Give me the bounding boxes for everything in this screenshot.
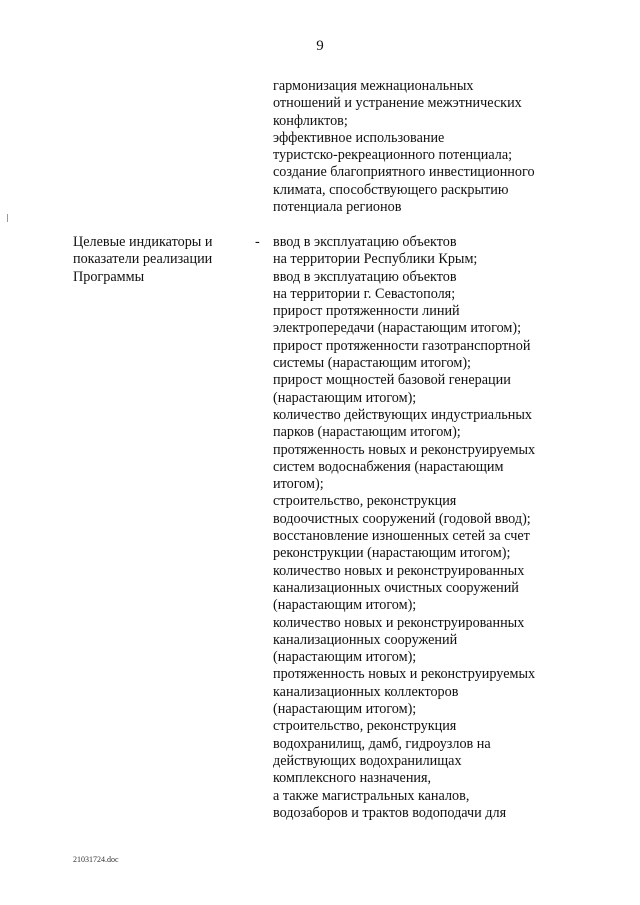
continuation-line: потенциала регионов <box>273 199 402 216</box>
indicator-line: парков (нарастающим итогом); <box>273 424 461 441</box>
indicator-line: (нарастающим итогом); <box>273 701 417 718</box>
section-dash: - <box>255 234 260 250</box>
margin-mark <box>7 214 8 222</box>
continuation-line: туристско-рекреационного потенциала; <box>273 147 513 164</box>
indicator-line: протяженность новых и реконструируемых <box>273 441 536 458</box>
indicator-line: протяженность новых и реконструируемых <box>273 666 536 683</box>
indicator-line: а также магистральных каналов, <box>273 787 470 804</box>
indicator-line: прирост протяженности линий <box>273 303 460 320</box>
indicator-line: действующих водохранилищах <box>273 752 462 769</box>
indicator-line: комплексного назначения, <box>273 770 432 787</box>
continuation-line: отношений и устранение межэтнических <box>273 95 522 112</box>
continuation-line: климата, способствующего раскрытию <box>273 181 509 198</box>
section-content <box>273 234 613 822</box>
page-number: 9 <box>316 38 324 54</box>
indicator-line: на территории Республики Крым; <box>273 251 478 268</box>
indicator-line: водохранилищ, дамб, гидроузлов на <box>273 735 491 752</box>
continuation-line: эффективное использование <box>273 129 445 146</box>
indicator-line: водоочистных сооружений (годовой ввод); <box>273 510 531 527</box>
continuation-line: конфликтов; <box>273 112 348 129</box>
section-label-line: Целевые индикаторы и <box>73 234 213 250</box>
indicator-line: электропередачи (нарастающим итогом); <box>273 320 522 337</box>
indicator-line: восстановление изношенных сетей за счет <box>273 528 530 545</box>
indicator-line: количество новых и реконструированных <box>273 562 525 579</box>
indicator-line: строительство, реконструкция <box>273 493 457 510</box>
indicator-line: ввод в эксплуатацию объектов <box>273 268 457 285</box>
indicator-line: прирост мощностей базовой генерации <box>273 372 511 389</box>
indicator-line: прирост протяженности газотранспортной <box>273 337 531 354</box>
indicator-line: строительство, реконструкция <box>273 718 457 735</box>
indicator-line: количество новых и реконструированных <box>273 614 525 631</box>
continuation-text <box>273 78 613 216</box>
indicator-line: канализационных сооружений <box>273 631 458 648</box>
indicator-line: (нарастающим итогом); <box>273 649 417 666</box>
indicator-line: системы (нарастающим итогом); <box>273 355 471 372</box>
indicator-line: канализационных очистных сооружений <box>273 579 519 596</box>
footer-file-name: 21031724.doc <box>73 855 119 864</box>
section-label <box>73 234 253 286</box>
indicator-line: итогом); <box>273 476 324 493</box>
indicator-line: канализационных коллекторов <box>273 683 459 700</box>
indicator-line: (нарастающим итогом); <box>273 597 417 614</box>
section-label-line: показатели реализации <box>73 251 213 268</box>
indicator-line: водозаборов и трактов водоподачи для <box>273 804 507 821</box>
indicator-line: систем водоснабжения (нарастающим <box>273 458 504 475</box>
indicator-line: (нарастающим итогом); <box>273 389 417 406</box>
indicator-line: на территории г. Севастополя; <box>273 285 456 302</box>
indicator-line: ввод в эксплуатацию объектов <box>273 234 457 250</box>
section-label-line: Программы <box>73 268 145 285</box>
indicator-line: реконструкции (нарастающим итогом); <box>273 545 511 562</box>
continuation-line: гармонизация межнациональных <box>273 78 474 94</box>
continuation-line: создание благоприятного инвестиционного <box>273 164 535 181</box>
indicator-line: количество действующих индустриальных <box>273 406 532 423</box>
